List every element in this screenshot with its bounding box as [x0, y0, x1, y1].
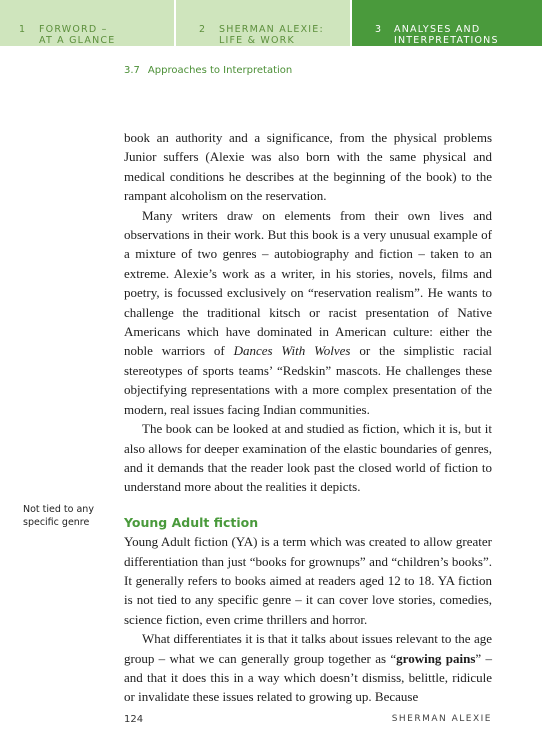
section-title: Approaches to Interpretation [147, 65, 293, 76]
tab-number: 2 [199, 24, 207, 35]
section-subtitle [124, 65, 292, 76]
paragraph: Young Adult fiction (YA) is a term which was created to allow greater differentiation than just “books for grownups” and “children’s books”. It generally refers to books aimed at readers aged 12 to 18. YA fiction is not tied to any specific genre – it can cover love stories, comedies, science fiction, even crime thrillers and horror. [124, 534, 492, 627]
tab-chapter-2[interactable] [176, 0, 352, 46]
page-number: 124 [124, 714, 144, 725]
paragraph [124, 629, 492, 707]
tab-number: 1 [19, 24, 27, 35]
section-number: 3.7 [124, 65, 140, 76]
text-run: What differentiates it is that it talks about issues relevant to the age group – what we can generally group together as “ [124, 631, 492, 666]
paragraph: The book can be looked at and studied as fiction, which it is, but it also allows for deeper examination of the elastic boundaries of genres, and it demands that the reader look past the closed world of fiction to understand more about the realities it depicts. [124, 421, 492, 495]
tab-title: ANALYSES AND INTERPRETATIONS [394, 24, 499, 46]
tab-chapter-1[interactable] [0, 0, 176, 46]
tab-title: FORWORD – AT A GLANCE [39, 24, 116, 46]
paragraph: book an authority and a significance, from the physical problems Junior suffers (Alexie was also born with the same physical and medical conditions he describes at the beginning of the book) to the rampant alcoholism on the reservation. [124, 130, 492, 204]
tab-title: SHERMAN ALEXIE: LIFE & WORK [219, 24, 324, 46]
chapter-tabs [0, 0, 542, 46]
text-run: Many writers draw on elements from their own lives and observations in their work. But this book is a very unusual example of a mixture of two genres – autobiography and fiction – taken to an extreme. Alexie’s work as a writer, in his stories, novels, films and poetry, is focussed exclusively on “reservation realism”. He wants to challenge the traditional kitsch or racist presentation of Native Americans which have dominated in American culture: either the noble warriors of [124, 207, 492, 359]
running-title: SHERMAN ALEXIE [391, 714, 492, 724]
paragraph [124, 206, 492, 419]
tab-number: 3 [375, 24, 383, 35]
film-title: Dances With Wolves [233, 343, 351, 359]
text-run: ” – and that it does this in a way which doesn’t dismiss, belittle, ridicule or invalidate these issues related to growing up. Because [124, 650, 492, 705]
key-term: growing pains [396, 650, 476, 666]
text-run: or the simplistic racial stereotypes of sports teams’ “Redskin” mascots. He challenges these objectifying representations with a more complex presentation of the modern, real issues facing Indian communities. [124, 343, 493, 417]
subheading: Young Adult fiction [124, 514, 259, 530]
tab-chapter-3-active[interactable] [352, 0, 542, 46]
margin-note: Not tied to any specific genre [23, 504, 94, 528]
body-text [124, 128, 492, 707]
